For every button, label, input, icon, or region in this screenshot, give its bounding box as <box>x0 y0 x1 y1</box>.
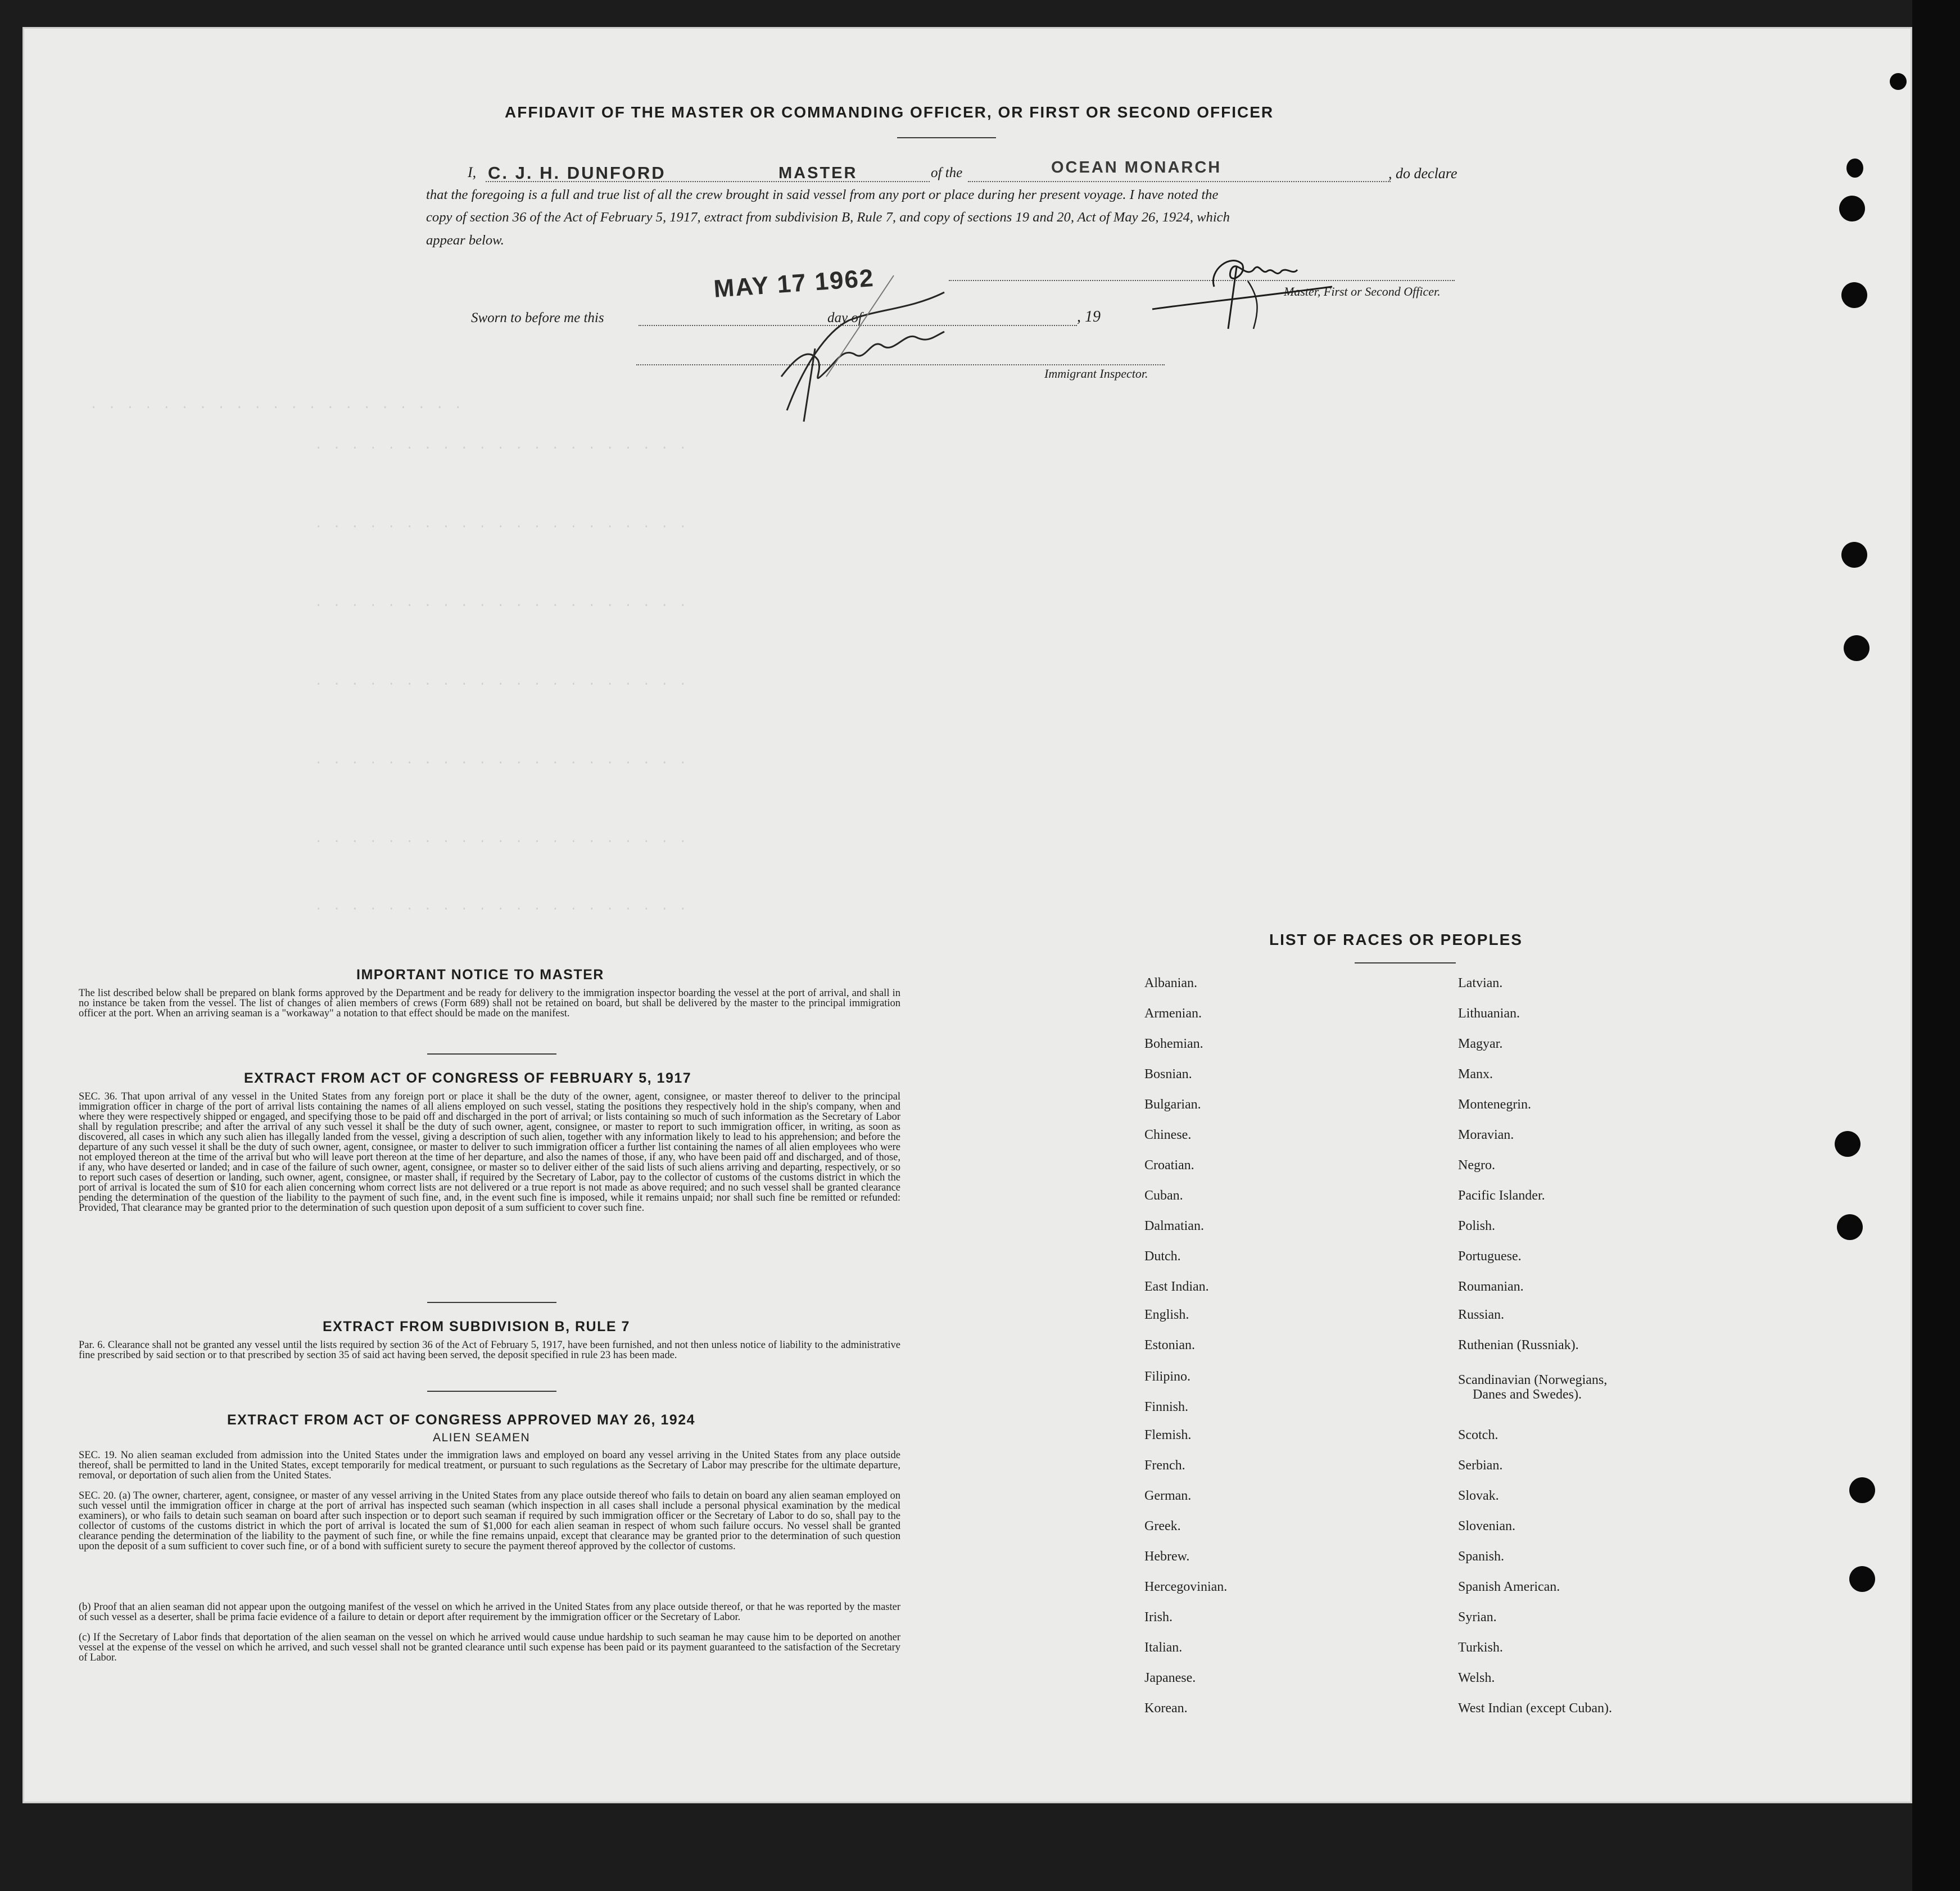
race-item: Polish. <box>1458 1219 1496 1233</box>
race-item: West Indian (except Cuban). <box>1458 1701 1612 1716</box>
master-title: MASTER <box>778 164 858 182</box>
affidavit-i: I, <box>468 164 477 180</box>
alien-seamen-subheading: ALIEN SEAMEN <box>433 1431 531 1444</box>
bleed-through-row: . . . . . . . . . . . . . . . . . . . . . <box>315 832 689 846</box>
affidavit-line-2: that the foregoing is a full and true list of all the crew brought in said vessel from any port or place during her present voyage. I have noted the <box>426 187 1219 202</box>
binder-hole <box>1890 73 1907 90</box>
sec20a-text: SEC. 20. (a) The owner, charterer, agent, consignee, or master of any vessel arriving in the United States from any place outside thereof who fails to detain on board any alien seaman employed on such vessel until the immigration officer in charge at the port of arrival has inspected such seaman (which inspection in all cases shall include a personal physical examination by the medical examiners), or who fails to detain such seaman on board after such inspection or to deport such seaman if required by such immigration officer or the Secretary of Labor to do so, shall pay to the collector of customs of the customs district in which the port of arrival is located the sum of $1,000 for each alien seaman in respect of whom such failure occurs. No vessel shall be granted clearance pending the determination of the liability to the payment of such fine, or while the fine remains unpaid, except that clearance may be granted prior to the determination of such question upon the deposit of a sum sufficient to cover such fine, or of a bond with sufficient surety to secure the payment thereof approved by the collector of customs. <box>79 1490 900 1552</box>
bleed-through-row: . . . . . . . . . . . . . . . . . . . . . <box>315 438 689 453</box>
race-item: Cuban. <box>1144 1188 1183 1203</box>
inspector-signature <box>764 253 956 427</box>
race-item: Slovak. <box>1458 1489 1499 1503</box>
extract-1917-heading: EXTRACT FROM ACT OF CONGRESS OF FEBRUARY 5, 1917 <box>244 1070 692 1086</box>
race-item: Welsh. <box>1458 1671 1495 1685</box>
day-of-label: day of <box>827 310 862 325</box>
race-item: Bosnian. <box>1144 1067 1192 1082</box>
race-item: Latvian. <box>1458 976 1503 990</box>
race-item: Pacific Islander. <box>1458 1188 1545 1203</box>
race-item: Syrian. <box>1458 1610 1497 1625</box>
race-item: Danes and Swedes). <box>1473 1387 1582 1402</box>
binder-hole <box>1844 635 1870 661</box>
race-item: Dalmatian. <box>1144 1219 1204 1233</box>
extract-1924-heading: EXTRACT FROM ACT OF CONGRESS APPROVED MAY 26, 1924 <box>227 1412 696 1428</box>
race-item: Dutch. <box>1144 1249 1181 1264</box>
bleed-through-row: . . . . . . . . . . . . . . . . . . . . . <box>315 753 689 767</box>
race-item: Spanish. <box>1458 1549 1505 1564</box>
sworn-label: Sworn to before me this <box>471 310 604 325</box>
bleed-through-row: . . . . . . . . . . . . . . . . . . . . . <box>315 899 689 913</box>
race-item: Negro. <box>1458 1158 1495 1173</box>
officer-signature <box>1147 236 1360 332</box>
race-item: Filipino. <box>1144 1369 1191 1384</box>
binder-hole <box>1839 196 1865 221</box>
race-item: Italian. <box>1144 1640 1183 1655</box>
race-item: Japanese. <box>1144 1671 1196 1685</box>
race-item: Estonian. <box>1144 1338 1195 1352</box>
race-item: Hebrew. <box>1144 1549 1190 1564</box>
inspector-caption: Immigrant Inspector. <box>1044 367 1148 381</box>
race-item: Slovenian. <box>1458 1519 1515 1533</box>
binder-hole <box>1846 159 1863 178</box>
race-item: Armenian. <box>1144 1006 1202 1021</box>
race-item: Portuguese. <box>1458 1249 1522 1264</box>
extract-rule7-text: Par. 6. Clearance shall not be granted any vessel until the lists required by section 36 of the Act of February 5, 1917, have been furnished, and not then unless notice of liability to the administrative fine prescribed by said section or to that prescribed by section 35 of said act having been served, the deposit specified in rule 23 has been made. <box>79 1340 900 1361</box>
race-item: East Indian. <box>1144 1279 1209 1294</box>
bleed-through-row: . . . . . . . . . . . . . . . . . . . . . <box>315 517 689 531</box>
bleed-through-row: . . . . . . . . . . . . . . . . . . . . . <box>315 675 689 689</box>
divider <box>427 1302 556 1303</box>
race-item: Hercegovinian. <box>1144 1580 1228 1594</box>
divider <box>427 1391 556 1392</box>
race-item: Moravian. <box>1458 1128 1514 1142</box>
race-item: Finnish. <box>1144 1400 1189 1414</box>
binder-hole <box>1837 1214 1863 1240</box>
sec20b-text: (b) Proof that an alien seaman did not appear upon the outgoing manifest of the vessel on which he arrived in the United States from any place outside thereof, or that he was reported by the master of such vessel as a deserter, shall be prima facie evidence of a failure to detain or deport after requirement by the immigration officer or the Secretary of Labor. <box>79 1602 900 1623</box>
race-item: Chinese. <box>1144 1128 1192 1142</box>
binder-hole <box>1849 1566 1875 1592</box>
race-item: Bulgarian. <box>1144 1097 1201 1112</box>
race-item: Turkish. <box>1458 1640 1503 1655</box>
race-item: Magyar. <box>1458 1037 1503 1051</box>
officer-caption: Master, First or Second Officer. <box>1284 284 1441 298</box>
do-declare-label: , do declare <box>1388 165 1457 182</box>
binder-hole <box>1841 282 1867 308</box>
affidavit-line-4: appear below. <box>426 233 504 248</box>
affidavit-heading: AFFIDAVIT OF THE MASTER OR COMMANDING OFFICER, OR FIRST OR SECOND OFFICER <box>505 103 1274 121</box>
notice-heading: IMPORTANT NOTICE TO MASTER <box>356 967 604 983</box>
vessel-name: OCEAN MONARCH <box>1051 159 1222 177</box>
extract-1917-text: SEC. 36. That upon arrival of any vessel in the United States from any foreign port or place it shall be the duty of the owner, agent, consignee, or master thereof to deliver to the principal immigration officer in charge of the port of arrival lists containing the names of all aliens employed on such vessel, stating the positions they respectively hold in the ship's company, when and where they were respectively shipped or engaged, and specifying those to be paid off and discharged in the port of arrival; or lists containing so much of such information as the Secretary of Labor shall by regulation prescribe; and after the arrival of any such vessel it shall be the duty of such owner, agent, consignee, or master to report to such immigration officer, in writing, as soon as discovered, all cases in which any such alien has illegally landed from the vessel, giving a description of such alien, together with any information likely to lead to his apprehension; and before the departure of any such vessel it shall be the duty of such owner, agent, consignee, or master to deliver to such immigration officer a further list containing the names of all alien employees who were not employed thereon at the time of the arrival but who will leave port thereon at the time of her departure, and also the names of those, if any, who have been paid off and discharged, and of those, if any, who have deserted or landed; and in case of the failure of such owner, agent, consignee, or master so to deliver either of the said lists of such aliens arriving and departing, respectively, or so to report such cases of desertion or landing, such owner, agent, consignee, or master shall, if required by the Secretary of Labor, pay to the collector of customs of the customs district in which the port of arrival is located the sum of $10 for each alien concerning whom correct lists are not delivered or a true report is not made as above required; and no such vessel shall be granted clearance pending the determination of the question of the liability to the payment of such fine, and, in the event such fine is imposed, while it remains unpaid; nor shall such fine be remitted or refunded: Provided, That clearance may be granted prior to the determination of such question upon deposit of a sum sufficient to cover such fine. <box>79 1091 900 1214</box>
divider <box>427 1053 556 1055</box>
race-item: Scotch. <box>1458 1428 1499 1442</box>
race-item: German. <box>1144 1489 1192 1503</box>
binder-hole <box>1841 542 1867 568</box>
race-item: Serbian. <box>1458 1458 1503 1473</box>
binder-hole <box>1835 1131 1861 1157</box>
sec19-text: SEC. 19. No alien seaman excluded from admission into the United States under the immigration laws and employed on board any vessel arriving in the United States from any place outside thereof, shall be permitted to land in the United States, except temporarily for medical treatment, or pursuant to such regulations as the Secretary of Labor may prescribe for the ultimate departure, removal, or deportation of such alien from the United States. <box>79 1450 900 1481</box>
race-item: Montenegrin. <box>1458 1097 1531 1112</box>
race-item: Albanian. <box>1144 976 1197 990</box>
race-item: Roumanian. <box>1458 1279 1524 1294</box>
bleed-through-row: . . . . . . . . . . . . . . . . . . . . . <box>90 398 464 412</box>
race-item: Irish. <box>1144 1610 1173 1625</box>
race-item: English. <box>1144 1308 1189 1322</box>
of-the-label: of the <box>931 165 963 180</box>
name-fill-line <box>486 181 930 182</box>
race-item: Manx. <box>1458 1067 1493 1082</box>
race-item: Spanish American. <box>1458 1580 1560 1594</box>
vessel-fill-line <box>968 181 1391 182</box>
master-name: C. J. H. DUNFORD <box>488 163 666 183</box>
race-item: Lithuanian. <box>1458 1006 1520 1021</box>
scanner-edge <box>1912 0 1960 1891</box>
bleed-through-row: . . . . . . . . . . . . . . . . . . . . . <box>315 596 689 610</box>
race-item: Korean. <box>1144 1701 1188 1716</box>
date-stamp: MAY 17 1962 <box>713 264 875 303</box>
year-label: , 19 <box>1077 308 1101 325</box>
race-item: Greek. <box>1144 1519 1181 1533</box>
extract-rule7-heading: EXTRACT FROM SUBDIVISION B, RULE 7 <box>323 1319 630 1334</box>
sec20c-text: (c) If the Secretary of Labor finds that deportation of the alien seaman on the vessel on which he arrived would cause undue hardship to such seaman he may cause him to be deported on another vessel at the expense of the vessel on which he arrived, and such vessel shall not be granted clearance until such expense has been paid or its payment guaranteed to the satisfaction of the Secretary of Labor. <box>79 1632 900 1663</box>
race-item: Scandinavian (Norwegians, <box>1458 1373 1608 1387</box>
race-item: French. <box>1144 1458 1185 1473</box>
binder-hole <box>1849 1477 1875 1503</box>
race-item: Ruthenian (Russniak). <box>1458 1338 1579 1352</box>
race-item: Russian. <box>1458 1308 1505 1322</box>
divider <box>1355 962 1456 963</box>
races-heading: LIST OF RACES OR PEOPLES <box>1269 931 1523 948</box>
affidavit-line-3: copy of section 36 of the Act of February 5, 1917, extract from subdivision B, Rule 7, and copy of sections 19 and 20, Act of May 26, 1924, which <box>426 210 1230 225</box>
notice-text: The list described below shall be prepared on blank forms approved by the Department and be ready for delivery to the immigration inspector boarding the vessel at the port of arrival, and shall in no instance be taken from the vessel. The list of changes of alien members of crews (Form 689) shall not be retained on board, but shall be delivered by the master to the principal immigration officer at the port. When an arriving seaman is a "workaway" a notation to that effect should be made on the manifest. <box>79 988 900 1019</box>
race-item: Bohemian. <box>1144 1037 1203 1051</box>
divider <box>897 137 996 138</box>
race-item: Flemish. <box>1144 1428 1192 1442</box>
race-item: Croatian. <box>1144 1158 1194 1173</box>
